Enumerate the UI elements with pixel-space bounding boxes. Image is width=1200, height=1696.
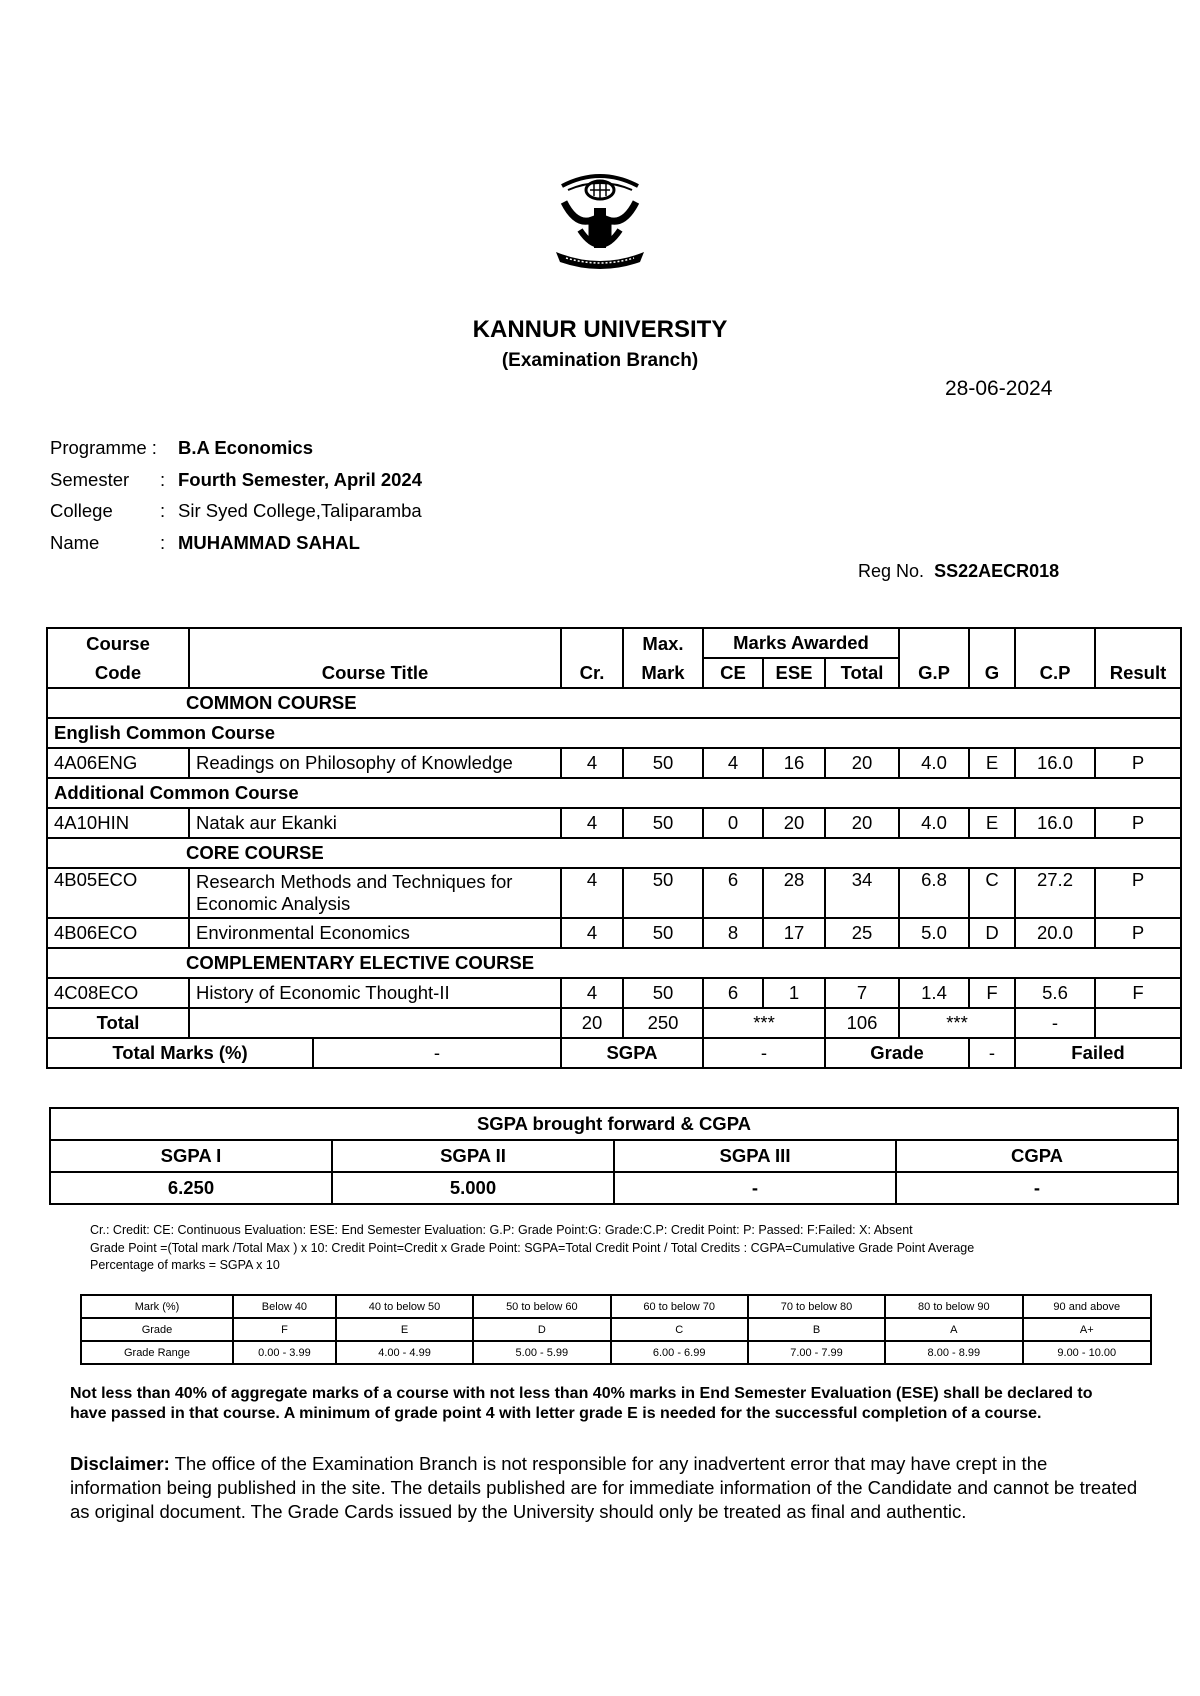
ese-mark: 28	[763, 868, 825, 918]
result: F	[1095, 978, 1181, 1008]
credit: 4	[561, 978, 623, 1008]
reg-no	[858, 561, 1059, 582]
abbreviation-legend	[90, 1222, 974, 1275]
mark-range: 70 to below 80	[748, 1295, 885, 1318]
name-label: Name	[50, 531, 100, 553]
header-row-1	[47, 628, 1181, 658]
header-row-2	[47, 658, 1181, 688]
pass-criteria-note: Not less than 40% of aggregate marks of a course with not less than 40% marks in End Semester Evaluation (ESE) shall be declared to have passed in that course. A minimum of grade point 4 with letter grade E is needed for the successful completion of a course.	[70, 1385, 1093, 1422]
legend-line: Cr.: Credit: CE: Continuous Evaluation: ESE: End Semester Evaluation: G.P: Grade Point:G: Grade:C.P: Credit Point: P: Passed: F:Failed: X: Absent	[90, 1223, 913, 1237]
course-title: Research Methods and Techniques for Economic Analysis	[189, 868, 561, 918]
table-row	[47, 868, 1181, 918]
total-result-blank	[1095, 1008, 1181, 1038]
sgpa-table-title: SGPA brought forward & CGPA	[50, 1108, 1178, 1140]
total-mark: 25	[825, 918, 899, 948]
sgpa-1-value: 6.250	[50, 1172, 332, 1204]
mark-range: 50 to below 60	[473, 1295, 610, 1318]
student-name: MUHAMMAD SAHAL	[178, 531, 360, 553]
total-title-blank	[189, 1008, 561, 1038]
section-row	[47, 688, 1181, 718]
table-row	[47, 748, 1181, 778]
total-mark: 34	[825, 868, 899, 918]
sgpa-3-value: -	[614, 1172, 896, 1204]
range-label: Grade Range	[81, 1341, 233, 1364]
grade-letter: D	[473, 1318, 610, 1341]
grade-point: 4.0	[899, 748, 969, 778]
ese-mark: 16	[763, 748, 825, 778]
grade: F	[969, 978, 1015, 1008]
sgpa-value-row	[50, 1172, 1178, 1204]
college-value: Sir Syed College,Taliparamba	[178, 500, 422, 521]
sgpa-2-value: 5.000	[332, 1172, 614, 1204]
table-row	[47, 808, 1181, 838]
grade-letter: A+	[1023, 1318, 1152, 1341]
colon-separator: :	[160, 531, 166, 553]
reg-no-value: SS22AECR018	[934, 561, 1060, 581]
mark-label: Mark (%)	[81, 1295, 233, 1318]
grade-scale-marks-row	[81, 1295, 1151, 1318]
grade-range: 4.00 - 4.99	[336, 1341, 473, 1364]
ese-mark: 17	[763, 918, 825, 948]
disclaimer	[70, 1452, 1140, 1524]
result-status: Failed	[1015, 1038, 1181, 1068]
sgpa-2-header: SGPA II	[332, 1140, 614, 1172]
ce-mark: 8	[703, 918, 763, 948]
max-mark: 50	[623, 918, 703, 948]
ese-mark: 20	[763, 808, 825, 838]
result-header-top	[1095, 628, 1181, 658]
sgpa-title-row	[50, 1108, 1178, 1140]
max-mark: 50	[623, 808, 703, 838]
title-header: Course Title	[189, 658, 561, 688]
section-common: COMMON COURSE	[47, 688, 1181, 718]
name-row	[50, 527, 422, 559]
mark-range: 40 to below 50	[336, 1295, 473, 1318]
ce-header: CE	[703, 658, 763, 688]
ce-mark: 6	[703, 868, 763, 918]
ese-mark: 1	[763, 978, 825, 1008]
total-mark: 20	[825, 808, 899, 838]
course-code: 4A06ENG	[47, 748, 189, 778]
grade-letter: B	[748, 1318, 885, 1341]
grade-range: 8.00 - 8.99	[885, 1341, 1022, 1364]
total-marks: 106	[825, 1008, 899, 1038]
course-code: 4B06ECO	[47, 918, 189, 948]
course-title: Environmental Economics	[189, 918, 561, 948]
ce-mark: 4	[703, 748, 763, 778]
credit: 4	[561, 748, 623, 778]
table-row	[47, 918, 1181, 948]
grade-point: 1.4	[899, 978, 969, 1008]
sgpa-label: SGPA	[561, 1038, 703, 1068]
cgpa-header: CGPA	[896, 1140, 1178, 1172]
section-row	[47, 718, 1181, 748]
course-title: Readings on Philosophy of Knowledge	[189, 748, 561, 778]
ce-mark: 0	[703, 808, 763, 838]
max-mark: 50	[623, 978, 703, 1008]
grade-letter: A	[885, 1318, 1022, 1341]
grade-scale-range-row	[81, 1341, 1151, 1364]
course-title: Natak aur Ekanki	[189, 808, 561, 838]
section-row	[47, 948, 1181, 978]
grade: D	[969, 918, 1015, 948]
grade-range: 0.00 - 3.99	[233, 1341, 336, 1364]
student-info	[50, 432, 422, 558]
grade-point: 5.0	[899, 918, 969, 948]
mark-header: Mark	[623, 658, 703, 688]
disclaimer-label: Disclaimer:	[70, 1453, 170, 1474]
ce-mark: 6	[703, 978, 763, 1008]
semester-value: Fourth Semester, April 2024	[178, 468, 423, 490]
grade-range: 6.00 - 6.99	[611, 1341, 748, 1364]
g-header: G	[969, 658, 1015, 688]
section-row	[47, 778, 1181, 808]
grade-point: 4.0	[899, 808, 969, 838]
mark-range: 80 to below 90	[885, 1295, 1022, 1318]
cgpa-value: -	[896, 1172, 1178, 1204]
gp-header-top	[899, 628, 969, 658]
grade: E	[969, 808, 1015, 838]
cp-header-top	[1015, 628, 1095, 658]
result: P	[1095, 808, 1181, 838]
grade-range: 5.00 - 5.99	[473, 1341, 610, 1364]
course-code: 4C08ECO	[47, 978, 189, 1008]
sgpa-cgpa-table	[49, 1107, 1179, 1205]
credit: 4	[561, 868, 623, 918]
cr-header-top	[561, 628, 623, 658]
result: P	[1095, 918, 1181, 948]
grade: C	[969, 868, 1015, 918]
g-header-top	[969, 628, 1015, 658]
result-header: Result	[1095, 658, 1181, 688]
total-max: 250	[623, 1008, 703, 1038]
grade-scale-grades-row	[81, 1318, 1151, 1341]
marks-table	[46, 627, 1182, 1069]
colon-separator: :	[160, 468, 166, 490]
programme-label: Programme :	[50, 437, 157, 458]
issue-date: 28-06-2024	[945, 377, 1053, 400]
sgpa-1-header: SGPA I	[50, 1140, 332, 1172]
total-header: Total	[825, 658, 899, 688]
mark-range: 90 and above	[1023, 1295, 1152, 1318]
total-mark: 20	[825, 748, 899, 778]
grade-value: -	[969, 1038, 1015, 1068]
table-row	[47, 978, 1181, 1008]
credit-point: 20.0	[1015, 918, 1095, 948]
semester-row	[50, 464, 422, 496]
section-core: CORE COURSE	[47, 838, 1181, 868]
mark-range: Below 40	[233, 1295, 336, 1318]
total-gp-g: ***	[899, 1008, 1015, 1038]
university-emblem-icon	[550, 164, 650, 274]
grade-letter: C	[611, 1318, 748, 1341]
semester-label: Semester	[50, 468, 130, 490]
credit-point: 16.0	[1015, 808, 1095, 838]
disclaimer-text: The office of the Examination Branch is not responsible for any inadvertent error that may have crept in the information being published in the site. The details published are for immediate information of the Candidate and cannot be treated as original document. The Grade Cards issued by the University should only be treated as final and authentic.	[70, 1453, 1138, 1522]
code-header: Code	[47, 658, 189, 688]
cp-header: C.P	[1015, 658, 1095, 688]
course-code: 4A10HIN	[47, 808, 189, 838]
grade-range: 7.00 - 7.99	[748, 1341, 885, 1364]
college-row	[50, 495, 422, 527]
section-additional: Additional Common Course	[47, 778, 1181, 808]
mark-range: 60 to below 70	[611, 1295, 748, 1318]
reg-no-label: Reg No.	[858, 561, 925, 581]
branch-subtitle: (Examination Branch)	[501, 350, 699, 371]
course-code: 4B05ECO	[47, 868, 189, 918]
colon-separator: :	[160, 500, 166, 521]
total-label: Total	[47, 1008, 189, 1038]
credit-point: 16.0	[1015, 748, 1095, 778]
credit-point: 5.6	[1015, 978, 1095, 1008]
total-mark: 7	[825, 978, 899, 1008]
grade-point: 6.8	[899, 868, 969, 918]
total-ce-ese: ***	[703, 1008, 825, 1038]
marks-awarded-header: Marks Awarded	[703, 628, 899, 658]
sgpa-value: -	[703, 1038, 825, 1068]
college-label: College	[50, 500, 113, 521]
programme-value: B.A Economics	[178, 437, 314, 458]
programme-row	[50, 432, 422, 464]
section-row	[47, 838, 1181, 868]
university-logo	[550, 164, 650, 274]
max-mark: 50	[623, 748, 703, 778]
grade-range: 9.00 - 10.00	[1023, 1341, 1152, 1364]
grade: E	[969, 748, 1015, 778]
section-complementary: COMPLEMENTARY ELECTIVE COURSE	[47, 948, 1181, 978]
grade-letter: E	[336, 1318, 473, 1341]
result: P	[1095, 748, 1181, 778]
legend-line: Grade Point =(Total mark /Total Max ) x 10: Credit Point=Credit x Grade Point: SGPA=Total Credit Point / Total Credits : CGPA=Cumulative Grade Point Average	[90, 1240, 975, 1255]
course-header: Course	[47, 628, 189, 658]
course-title: History of Economic Thought-II	[189, 978, 561, 1008]
grade-label: Grade	[81, 1318, 233, 1341]
gp-header: G.P	[899, 658, 969, 688]
grade-scale-table	[80, 1294, 1152, 1365]
result: P	[1095, 868, 1181, 918]
total-credits: 20	[561, 1008, 623, 1038]
summary-row	[47, 1038, 1181, 1068]
max-mark: 50	[623, 868, 703, 918]
grade-letter: F	[233, 1318, 336, 1341]
title-header-top	[189, 628, 561, 658]
total-row	[47, 1008, 1181, 1038]
total-marks-value: -	[313, 1038, 561, 1068]
total-marks-label: Total Marks (%)	[47, 1038, 313, 1068]
university-title: KANNUR UNIVERSITY	[472, 316, 728, 343]
grade-label: Grade	[825, 1038, 969, 1068]
sgpa-header-row	[50, 1140, 1178, 1172]
credit: 4	[561, 918, 623, 948]
section-english: English Common Course	[47, 718, 1181, 748]
legend-line: Percentage of marks = SGPA x 10	[90, 1258, 280, 1272]
credit: 4	[561, 808, 623, 838]
sgpa-3-header: SGPA III	[614, 1140, 896, 1172]
ese-header: ESE	[763, 658, 825, 688]
total-cp: -	[1015, 1008, 1095, 1038]
credit-point: 27.2	[1015, 868, 1095, 918]
cr-header: Cr.	[561, 658, 623, 688]
max-header: Max.	[623, 628, 703, 658]
